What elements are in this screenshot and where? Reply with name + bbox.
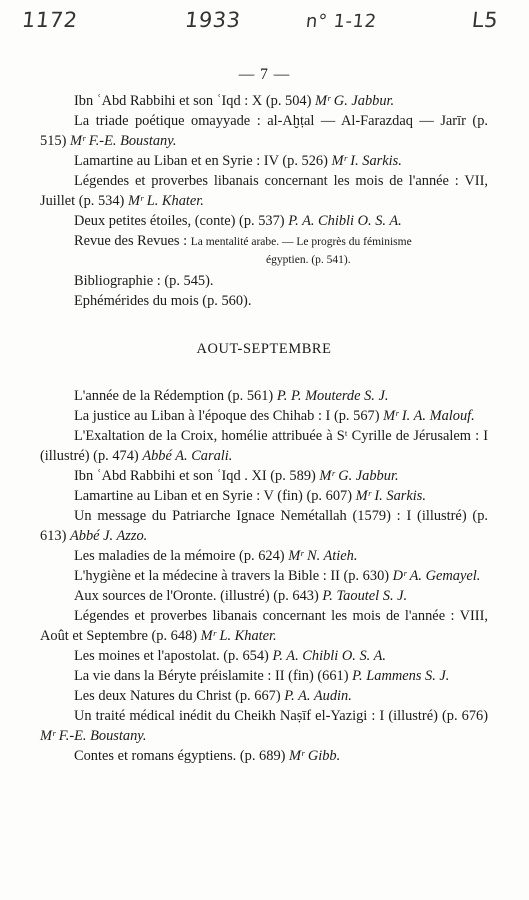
toc-entry (40, 546, 488, 566)
revue-heading: Revue des Revues : (74, 233, 191, 249)
handwritten-ref-left: 1172 (20, 8, 79, 32)
toc-entry (40, 406, 488, 426)
revue-line2: égyptien. (p. 541). (266, 254, 351, 266)
contents-list (40, 91, 488, 766)
entry-author: Mʳ I. Sarkis. (331, 153, 402, 169)
section-aout-septembre-entries (40, 386, 488, 766)
entry-title: L'année de la Rédemption (p. 561) (74, 388, 277, 404)
toc-entry (40, 746, 488, 766)
toc-entry (40, 91, 488, 111)
entry-author: P. A. Chibli O. S. A. (272, 648, 386, 664)
section-title-aout-septembre: AOUT-SEPTEMBRE (196, 341, 332, 357)
toc-entry (40, 291, 488, 311)
page-number: — 7 — (238, 66, 291, 83)
toc-entry (40, 606, 488, 646)
entry-author: Mʳ Gibb. (289, 748, 341, 764)
entry-author: P. Lammens S. J. (352, 668, 450, 684)
entry-author: Abbé A. Carali. (142, 448, 233, 464)
entry-title: Légendes et proverbes libanais concernant les mois de l'année : VIII, Août et Septembre (p. 648) (40, 608, 488, 644)
entry-author: P. A. Audin. (284, 688, 352, 704)
entry-title: La triade poétique omayyade : al-Aḫṭal — Al-Farazdaq — Jarīr (p. 515) (40, 113, 488, 149)
entry-title: Deux petites étoiles, (conte) (p. 537) (74, 213, 289, 229)
entry-author: Dʳ A. Gemayel. (392, 568, 481, 584)
entry-title: Un traité médical inédit du Cheikh Naṣīf el-Yazigi : I (illustré) (p. 676) (74, 708, 488, 724)
toc-entry (40, 686, 488, 706)
entry-title: Ibn ʿAbd Rabbihi et son ʿIqd : X (p. 504) (74, 93, 316, 109)
toc-entry (40, 486, 488, 506)
section-juillet-tail-entries (40, 271, 488, 311)
entry-author: P. A. Chibli O. S. A. (288, 213, 402, 229)
toc-entry (40, 466, 488, 486)
entry-title: L'Exaltation de la Croix, homélie attribuée à Sᵗ Cyrille de Jérusalem : I (illustré) (p. 474) (40, 428, 488, 464)
entry-author: Mʳ L. Khater. (200, 628, 277, 644)
entry-author: Mʳ N. Atieh. (288, 548, 358, 564)
entry-title: Lamartine au Liban et en Syrie : IV (p. 526) (74, 153, 332, 169)
handwritten-ref-numbers: n° 1-12 (304, 11, 378, 32)
entry-author: Mʳ G. Jabbur. (315, 93, 395, 109)
entry-author: Mʳ F.-E. Boustany. (40, 728, 147, 744)
entry-title: Bibliographie : (p. 545). (74, 273, 214, 289)
entry-title: Légendes et proverbes libanais concernant les mois de l'année : VII, Juillet (p. 534) (40, 173, 488, 209)
toc-entry (40, 506, 488, 546)
entry-title: La justice au Liban à l'époque des Chihab : I (p. 567) (74, 408, 384, 424)
handwritten-ref-right: L5 (470, 8, 500, 32)
entry-title: Un message du Patriarche Ignace Nemétallah (1579) : I (illustré) (p. 613) (40, 508, 488, 544)
entry-title: L'hygiène et la médecine à travers la Bible : II (p. 630) (74, 568, 393, 584)
entry-title: Aux sources de l'Oronte. (illustré) (p. 643) (74, 588, 323, 604)
toc-entry (40, 426, 488, 466)
toc-entry (40, 271, 488, 291)
revue-line1: La mentalité arabe. — Le progrès du féminisme (190, 236, 412, 248)
toc-entry (40, 706, 488, 746)
entry-author: Abbé J. Azzo. (69, 528, 148, 544)
entry-author: Mʳ L. Khater. (127, 193, 204, 209)
toc-entry (40, 111, 488, 151)
entry-author: P. P. Mouterde S. J. (276, 388, 389, 404)
toc-entry (40, 646, 488, 666)
revue-des-revues-entry (40, 231, 488, 252)
entry-author: P. Taoutel S. J. (322, 588, 408, 604)
toc-entry (40, 386, 488, 406)
entry-title: Ibn ʿAbd Rabbihi et son ʿIqd . XI (p. 589) (74, 468, 320, 484)
entry-author: Mʳ I. Sarkis. (355, 488, 426, 504)
toc-entry (40, 171, 488, 211)
entry-author: Mʳ F.-E. Boustany. (69, 133, 177, 149)
entry-title: Les deux Natures du Christ (p. 667) (74, 688, 285, 704)
toc-entry (40, 211, 488, 231)
entry-author: Mʳ G. Jabbur. (319, 468, 399, 484)
entry-title: Lamartine au Liban et en Syrie : V (fin) (p. 607) (74, 488, 356, 504)
toc-entry (40, 566, 488, 586)
handwritten-ref-year: 1933 (183, 8, 242, 32)
entry-title: Contes et romans égyptiens. (p. 689) (74, 748, 290, 764)
entry-title: Les maladies de la mémoire (p. 624) (74, 548, 289, 564)
toc-entry (40, 666, 488, 686)
toc-entry (40, 586, 488, 606)
toc-entry (40, 151, 488, 171)
section-juillet-entries (40, 91, 488, 231)
entry-title: Ephémérides du mois (p. 560). (74, 293, 252, 309)
entry-author: Mʳ I. A. Malouf. (383, 408, 475, 424)
entry-title: La vie dans la Béryte préislamite : II (fin) (661) (74, 668, 353, 684)
entry-title: Les moines et l'apostolat. (p. 654) (74, 648, 273, 664)
